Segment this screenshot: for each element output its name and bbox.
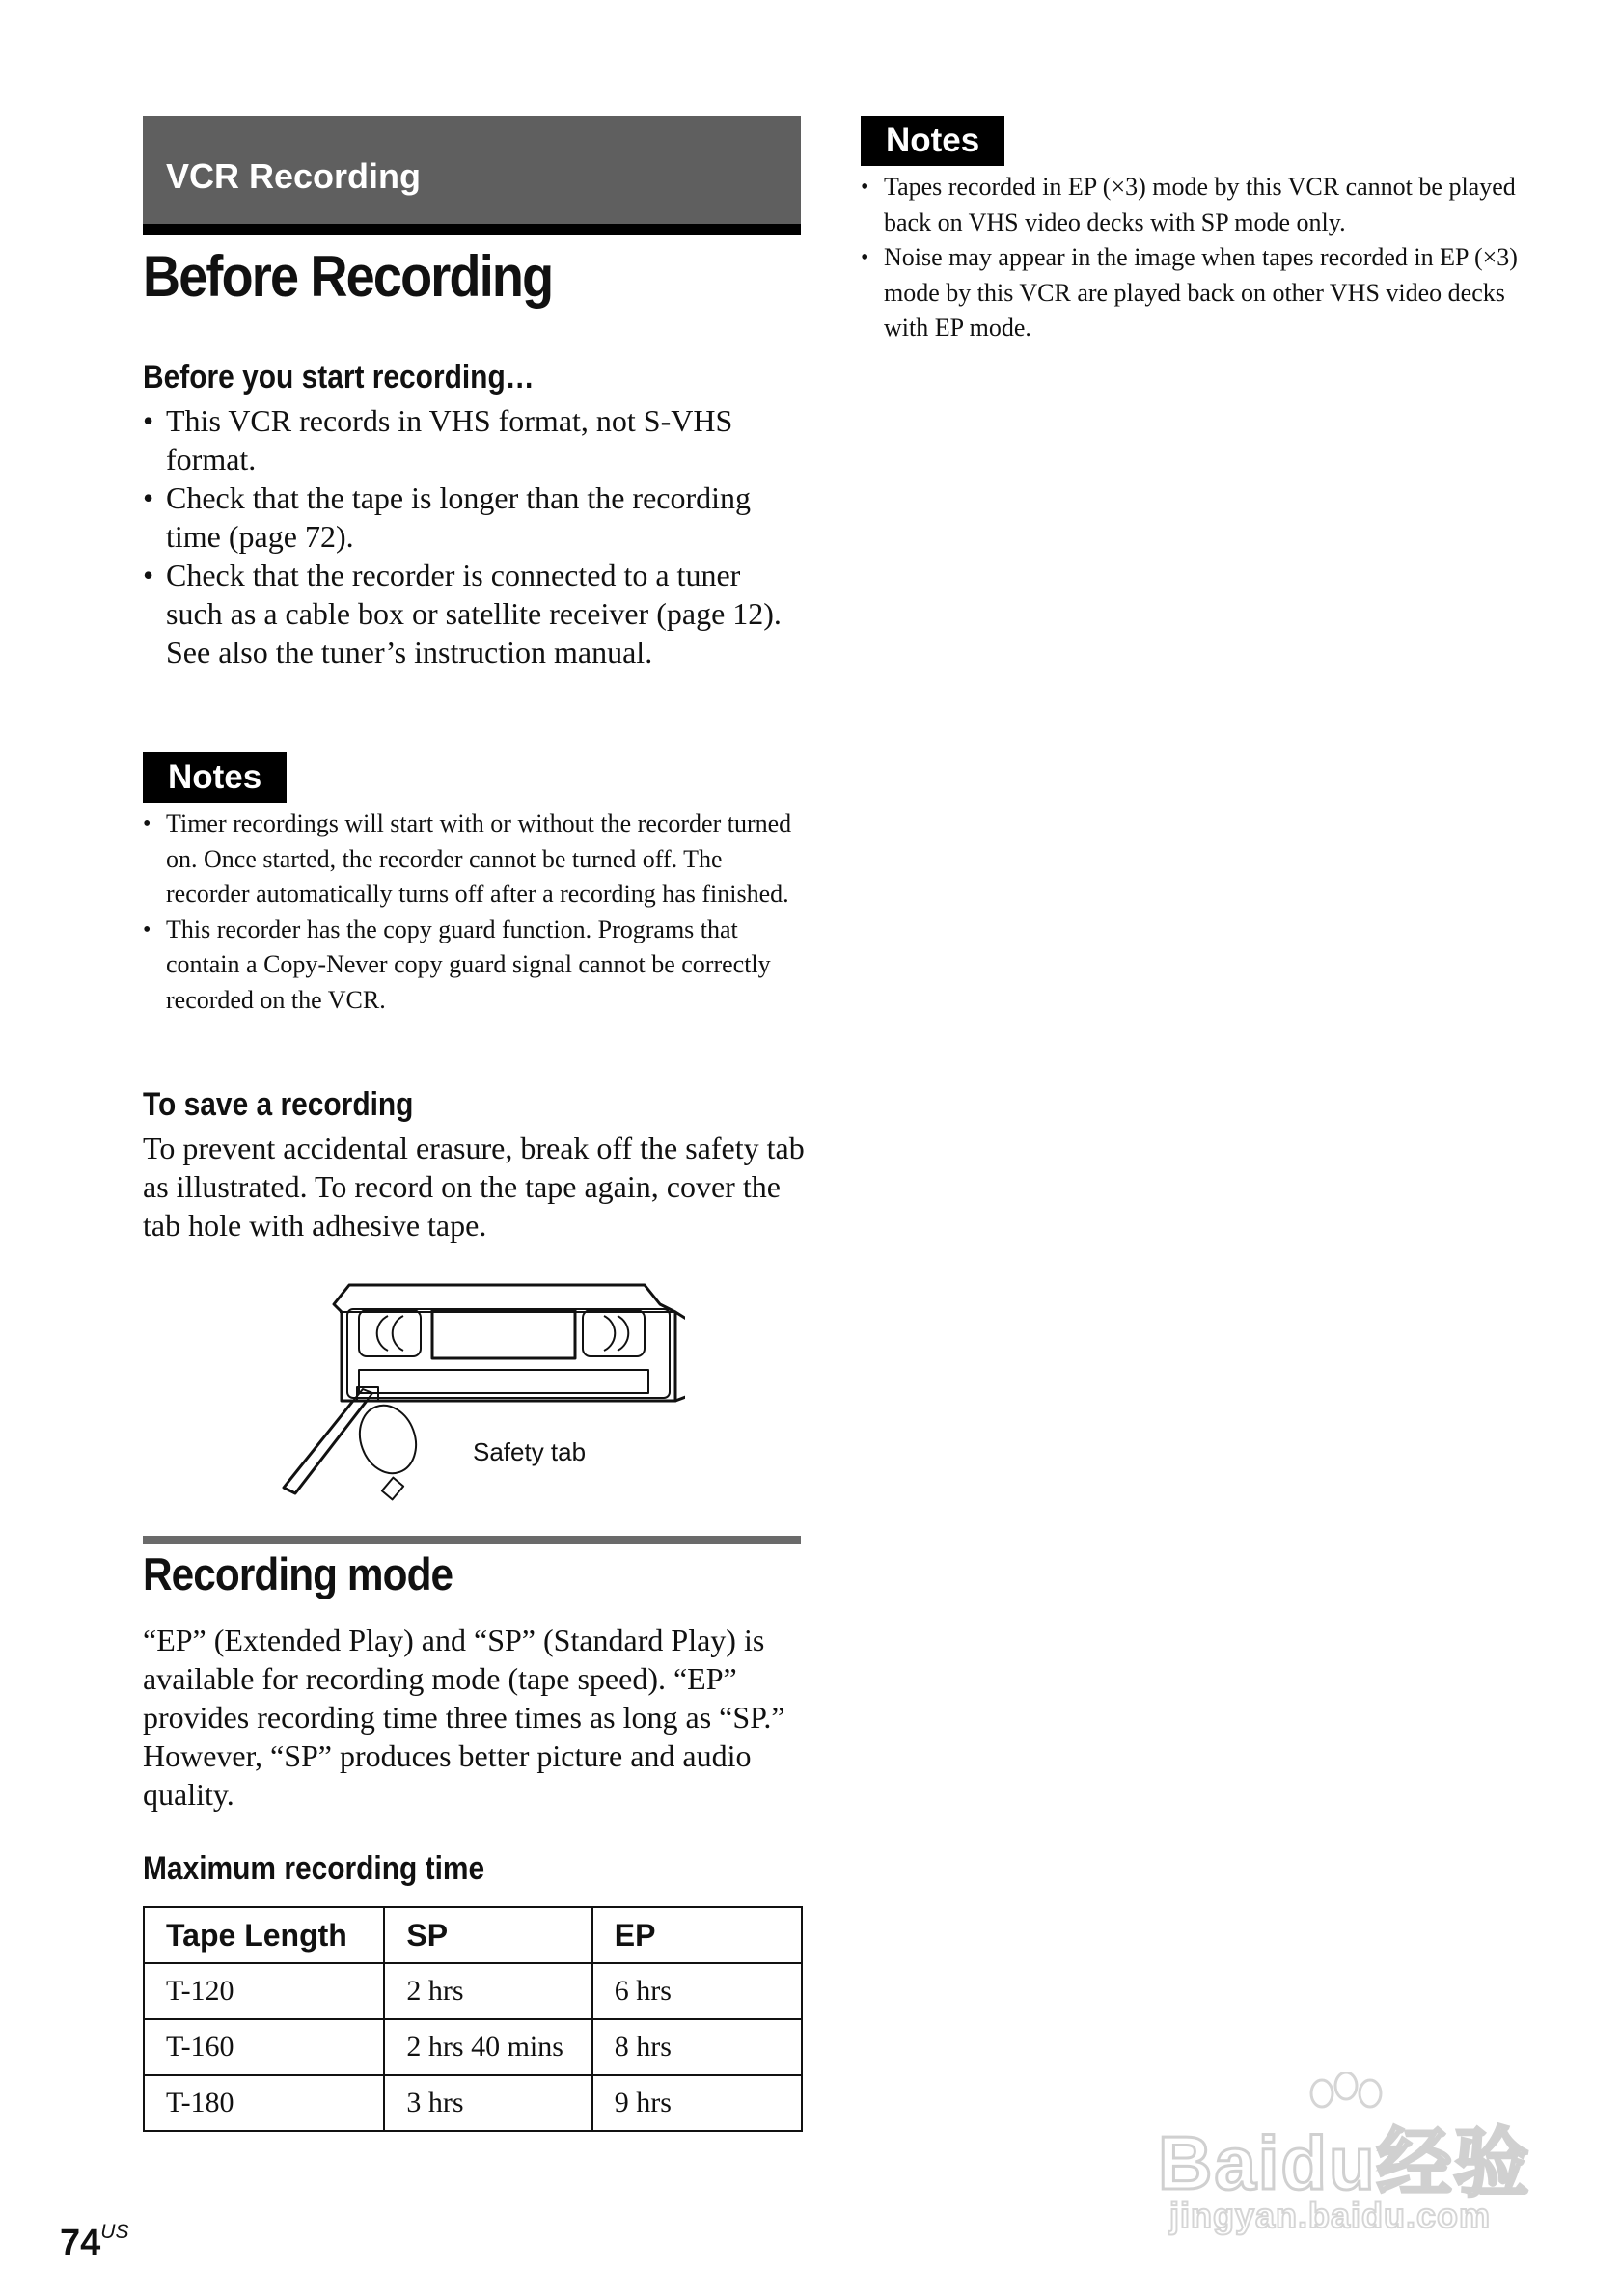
- recording-time-table: [143, 1906, 803, 2132]
- table-cell: T-160: [144, 2019, 384, 2075]
- save-recording-text: To prevent accidental erasure, break off the safety tab as illustrated. To record on the tape again, cover the tab hole with adhesive tape.: [143, 1131, 805, 1243]
- table-row: [144, 1963, 802, 2019]
- left-reel-window: [359, 1310, 421, 1356]
- recording-mode-text: “EP” (Extended Play) and “SP” (Standard Play) is available for recording mode (tape speed). “EP” provides recording time three times as long as “SP.” However, “SP” produces better picture and audio quality.: [143, 1623, 785, 1812]
- section-banner-title: VCR Recording: [166, 156, 422, 196]
- broken-tab-piece: [382, 1478, 403, 1500]
- max-time-heading: Maximum recording time: [143, 1850, 485, 1887]
- watermark-sub: jingyan.baidu.com: [1169, 2196, 1492, 2235]
- list-item: • Noise may appear in the image when tapes recorded in EP (×3) mode by this VCR are played back on other VHS video decks with EP mode.: [861, 240, 1536, 346]
- cassette-outline: [334, 1285, 675, 1401]
- notes-left-list: [143, 806, 801, 1018]
- right-reel-window: [583, 1310, 645, 1356]
- watermark-main: Baidu经验: [1158, 2120, 1531, 2205]
- list-item: • Check that the recorder is connected to a tuner such as a cable box or satellite receiver (page 12). See also the tuner’s instruction manual.: [143, 556, 793, 671]
- section-rule: [143, 1536, 801, 1544]
- table-cell: 2 hrs 40 mins: [384, 2019, 591, 2075]
- page-number-value: 74: [60, 2223, 101, 2263]
- save-recording-heading: To save a recording: [143, 1086, 414, 1123]
- column-header: EP: [592, 1907, 802, 1963]
- column-header: Tape Length: [144, 1907, 384, 1963]
- page-title: Before Recording: [143, 244, 553, 309]
- label-strip: [359, 1370, 648, 1393]
- list-item: • Tapes recorded in EP (×3) mode by this VCR cannot be played back on VHS video decks with SP mode only.: [861, 170, 1536, 240]
- page-region: US: [100, 2221, 129, 2243]
- cassette-window: [432, 1310, 575, 1358]
- table-row: [144, 2075, 802, 2131]
- table-cell: 3 hrs: [384, 2075, 591, 2131]
- section-banner: [143, 116, 801, 224]
- list-item: • Timer recordings will start with or without the recorder turned on. Once started, the recorder cannot be turned off. The recorder automatically turns off after a recording has finished.: [143, 806, 801, 913]
- table-header-row: [144, 1907, 802, 1963]
- table-cell: T-180: [144, 2075, 384, 2131]
- tab-hole-magnifier: [350, 1398, 425, 1482]
- banner-rule: [143, 224, 801, 235]
- page-number: [60, 2223, 128, 2264]
- table-cell: T-120: [144, 1963, 384, 2019]
- table-cell: 9 hrs: [592, 2075, 802, 2131]
- before-start-heading: Before you start recording…: [143, 359, 535, 396]
- vhs-cassette-illustration: [280, 1266, 685, 1507]
- table-cell: 8 hrs: [592, 2019, 802, 2075]
- before-start-list: [143, 401, 809, 671]
- list-item: • This recorder has the copy guard function. Programs that contain a Copy-Never copy guard signal cannot be correctly recorded on the VCR.: [143, 913, 801, 1019]
- notes-label-right: Notes: [861, 116, 1004, 166]
- table-cell: 2 hrs: [384, 1963, 591, 2019]
- list-item: • This VCR records in VHS format, not S-VHS format.: [143, 401, 809, 478]
- recording-mode-heading: Recording mode: [143, 1548, 453, 1599]
- safety-tab-caption: Safety tab: [473, 1437, 587, 1466]
- screwdriver: [284, 1401, 367, 1493]
- notes-right-list: [861, 170, 1536, 346]
- table-cell: 6 hrs: [592, 1963, 802, 2019]
- notes-label-left: Notes: [143, 752, 287, 803]
- list-item: • Check that the tape is longer than the recording time (page 72).: [143, 478, 809, 556]
- table-row: [144, 2019, 802, 2075]
- baidu-watermark: [1148, 2072, 1553, 2246]
- column-header: SP: [384, 1907, 591, 1963]
